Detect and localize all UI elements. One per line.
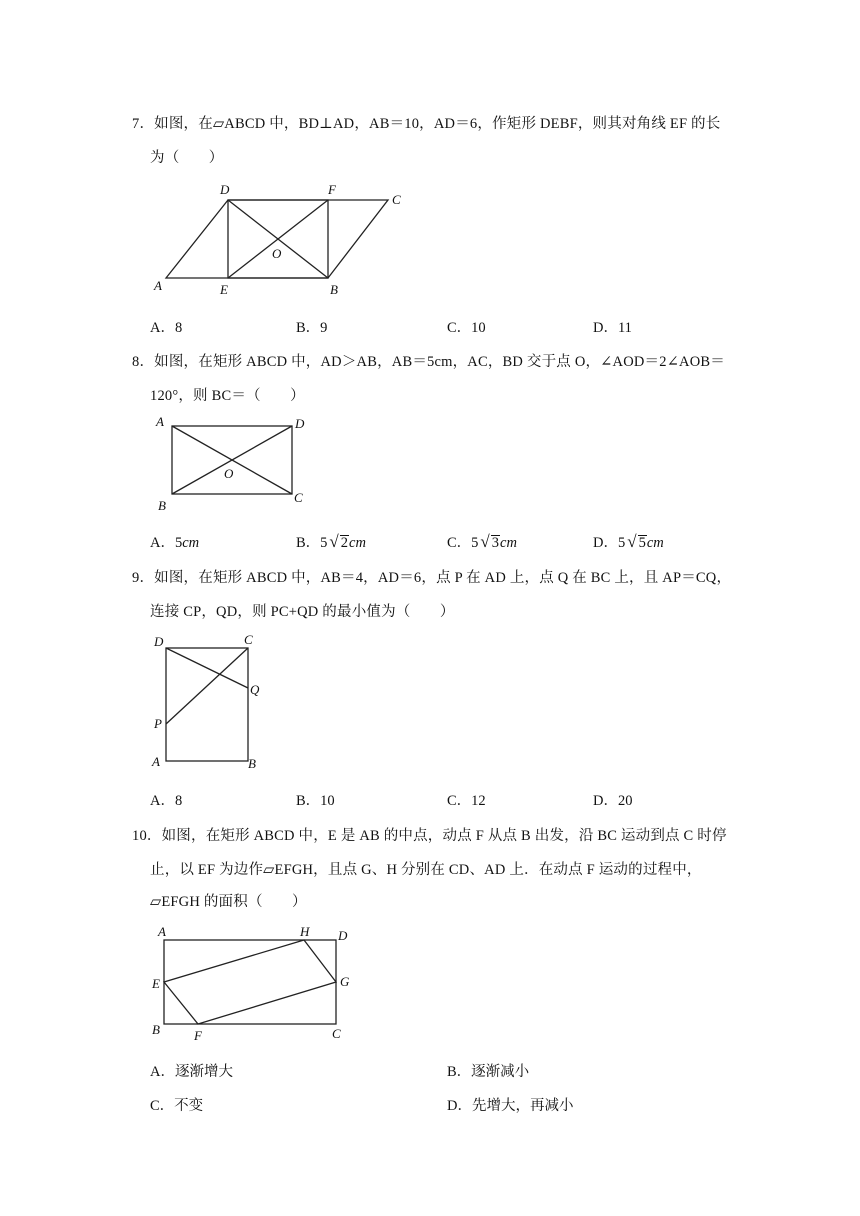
label-d: D (154, 634, 164, 649)
question-10-figure (148, 920, 363, 1045)
label-g: G (340, 974, 350, 989)
label-o: O (272, 246, 282, 261)
segment-qd (166, 648, 248, 688)
option-c[interactable] (447, 531, 517, 552)
label-h: H (300, 924, 310, 939)
question-7-stem-line2: 为（ ） (150, 150, 224, 166)
option-c-prefix: C．5 (447, 535, 479, 551)
label-c: C (294, 490, 303, 505)
option-a[interactable]: A．8 (150, 320, 183, 336)
option-a[interactable]: A．逐渐增大 (150, 1064, 233, 1080)
label-q: Q (250, 682, 260, 697)
option-b-radicand: 2 (340, 535, 349, 551)
label-a: A (154, 278, 162, 293)
option-a[interactable] (150, 531, 199, 552)
option-d[interactable]: D．20 (593, 793, 633, 809)
option-c[interactable]: C．12 (447, 793, 486, 809)
question-9-stem-line1: 9．如图，在矩形 ABCD 中，AB＝4，AD＝6，点 P 在 AD 上，点 Q 在 BC 上，且 AP＝CQ， (132, 570, 732, 586)
question-7-stem-line1: 7．如图，在▱ABCD 中，BD⊥AD，AB＝10，AD＝6，作矩形 DEBF，则其对角线 EF 的长 (132, 116, 721, 132)
option-d-unit: cm (646, 535, 664, 551)
label-c: C (244, 632, 253, 647)
label-d: D (295, 416, 305, 431)
question-10-stem-line3: ▱EFGH 的面积（ ） (150, 894, 307, 910)
option-c-unit: cm (500, 535, 517, 551)
sqrt-icon: √ (627, 532, 637, 551)
label-b: B (158, 498, 166, 513)
option-c[interactable]: C．不变 (150, 1098, 204, 1114)
label-e: E (220, 282, 228, 297)
label-a: A (156, 414, 164, 429)
label-d: D (338, 928, 348, 943)
label-f: F (328, 182, 336, 197)
sqrt-icon: √ (480, 532, 490, 551)
option-d[interactable]: D．先增大，再减小 (447, 1098, 574, 1114)
option-b[interactable]: B．9 (296, 320, 328, 336)
option-a-prefix: A．5 (150, 535, 183, 551)
question-9-figure (148, 630, 278, 775)
label-b: B (330, 282, 338, 297)
parallelogram-efgh (164, 940, 336, 1024)
question-8-figure (150, 410, 320, 520)
label-p: P (154, 716, 162, 731)
question-8-stem-line2: 120°，则 BC＝（ ） (150, 388, 305, 404)
option-c-radicand: 3 (491, 535, 500, 551)
option-d[interactable] (593, 531, 664, 552)
label-a: A (152, 754, 160, 769)
option-a-unit: cm (182, 535, 200, 551)
rectangle-abcd (166, 648, 248, 761)
option-b-prefix: B．5 (296, 535, 328, 551)
question-8-stem-line1: 8．如图，在矩形 ABCD 中，AD＞AB，AB＝5cm，AC，BD 交于点 O，∠AOD＝2∠AOB＝ (132, 354, 725, 370)
label-c: C (332, 1026, 341, 1041)
option-b-unit: cm (349, 535, 366, 551)
rectangle-abcd (164, 940, 336, 1024)
option-d-radicand: 5 (638, 535, 646, 551)
label-b: B (248, 756, 256, 771)
label-o: O (224, 466, 234, 481)
question-10-stem-line2: 止，以 EF 为边作▱EFGH，且点 G、H 分别在 CD、AD 上．在动点 F 运动的过程中， (150, 862, 702, 878)
segment-pc (166, 648, 248, 724)
label-a: A (158, 924, 166, 939)
question-9-stem-line2: 连接 CP，QD，则 PC+QD 的最小值为（ ） (150, 604, 455, 620)
option-b[interactable]: B．10 (296, 793, 335, 809)
option-b[interactable]: B．逐渐减小 (447, 1064, 530, 1080)
option-b[interactable] (296, 531, 366, 552)
question-10-stem-line1: 10．如图，在矩形 ABCD 中，E 是 AB 的中点，动点 F 从点 B 出发，沿 BC 运动到点 C 时停 (132, 828, 727, 844)
option-a[interactable]: A．8 (150, 793, 183, 809)
label-b: B (152, 1022, 160, 1037)
label-f: F (194, 1028, 202, 1043)
label-e: E (152, 976, 160, 991)
label-c: C (392, 192, 401, 207)
option-d[interactable]: D．11 (593, 320, 632, 336)
sqrt-icon: √ (329, 532, 339, 551)
question-7-figure (140, 180, 430, 300)
option-d-prefix: D．5 (593, 535, 626, 551)
option-c[interactable]: C．10 (447, 320, 486, 336)
label-d: D (220, 182, 230, 197)
